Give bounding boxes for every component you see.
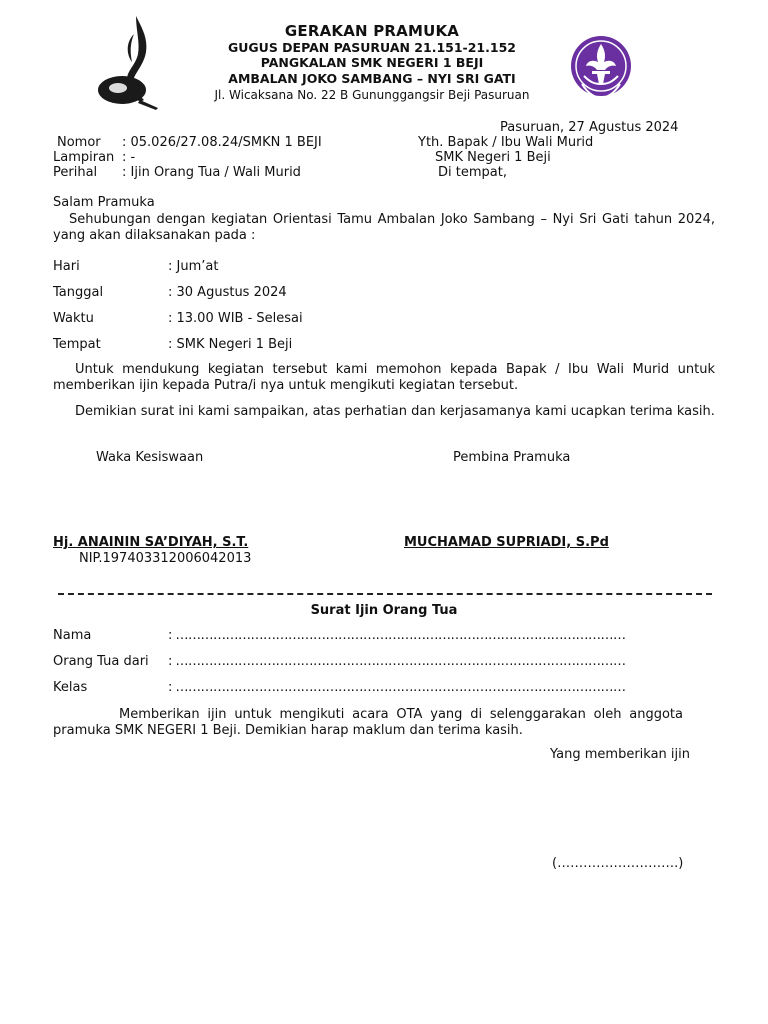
recipient-line-1: Yth. Bapak / Ibu Wali Murid [418,135,594,150]
sign-left-title: Waka Kesiswaan [96,450,204,465]
ambalan-line: AMBALAN JOKO SAMBANG – NYI SRI GATI [228,71,516,86]
body-paragraph-1: Untuk mendukung kegiatan tersebut kami memohon kepada Bapak / Ibu Wali Murid untuk memberikan ijin kepada Putra/i nya untuk mengikuti kegiatan tersebut. [53,362,715,393]
lampiran-label: Lampiran [53,150,115,165]
detail-label-hari: Hari [53,259,80,274]
slip-field-kelas[interactable]: : ……………………………………………………………………………………………… [168,680,626,695]
detail-label-tanggal: Tanggal [53,285,104,300]
slip-signer-label: Yang memberikan ijin [550,747,690,762]
slip-label-orang-tua: Orang Tua dari [53,654,149,669]
body-paragraph-2: Demikian surat ini kami sampaikan, atas perhatian dan kerjasamanya kami ucapkan terima kasih. [75,404,715,419]
detail-value-tanggal: : 30 Agustus 2024 [168,285,287,300]
detail-label-waktu: Waktu [53,311,94,326]
sign-right-title: Pembina Pramuka [453,450,571,465]
sign-right-name: MUCHAMAD SUPRIADI, S.Pd [404,535,609,550]
slip-label-nama: Nama [53,628,92,643]
detail-value-hari: : Jum’at [168,259,219,274]
greeting: Salam Pramuka [53,195,155,210]
detail-value-tempat: : SMK Negeri 1 Beji [168,337,293,352]
slip-field-nama[interactable]: : ……………………………………………………………………………………………… [168,628,626,643]
fleur-de-lis-emblem-icon [570,32,632,104]
sign-left-name: Hj. ANAININ SA’DIYAH, S.T. [53,535,249,550]
slip-signature-blank: (……………………….) [552,856,684,871]
pangkalan-line: PANGKALAN SMK NEGERI 1 BEJI [260,55,484,70]
detail-label-tempat: Tempat [53,337,101,352]
sign-left-nip: NIP.197403312006042013 [79,551,252,566]
perihal-label: Perihal [53,165,98,180]
address-line: Jl. Wicaksana No. 22 B Gununggangsir Beji Pasuruan [214,88,530,102]
slip-field-orang-tua[interactable]: : ……………………………………………………………………………………………… [168,654,626,669]
intro-paragraph: Sehubungan dengan kegiatan Orientasi Tamu Ambalan Joko Sambang – Nyi Sri Gati tahun 2024, yang akan dilaksanakan pada : [53,212,715,243]
recipient-line-2: SMK Negeri 1 Beji [435,150,551,165]
org-title: GERAKAN PRAMUKA [284,22,460,40]
tunas-kelapa-icon [96,14,160,110]
place-date: Pasuruan, 27 Agustus 2024 [500,120,679,135]
gugus-depan-line: GUGUS DEPAN PASURUAN 21.151-21.152 [228,40,516,55]
recipient-line-3: Di tempat, [438,165,507,180]
cut-line [58,593,712,595]
slip-statement: Memberikan ijin untuk mengikuti acara OTA yang di selenggarakan oleh anggota pramuka SMK NEGERI 1 Beji. Demikian harap maklum dan terima kasih. [53,707,683,738]
slip-label-kelas: Kelas [53,680,88,695]
nomor-label: Nomor [57,135,101,150]
lampiran-value: : - [122,150,136,165]
nomor-value: : 05.026/27.08.24/SMKN 1 BEJI [122,135,322,150]
slip-title: Surat Ijin Orang Tua [310,603,458,618]
detail-value-waktu: : 13.00 WIB - Selesai [168,311,303,326]
perihal-value: : Ijin Orang Tua / Wali Murid [122,165,301,180]
